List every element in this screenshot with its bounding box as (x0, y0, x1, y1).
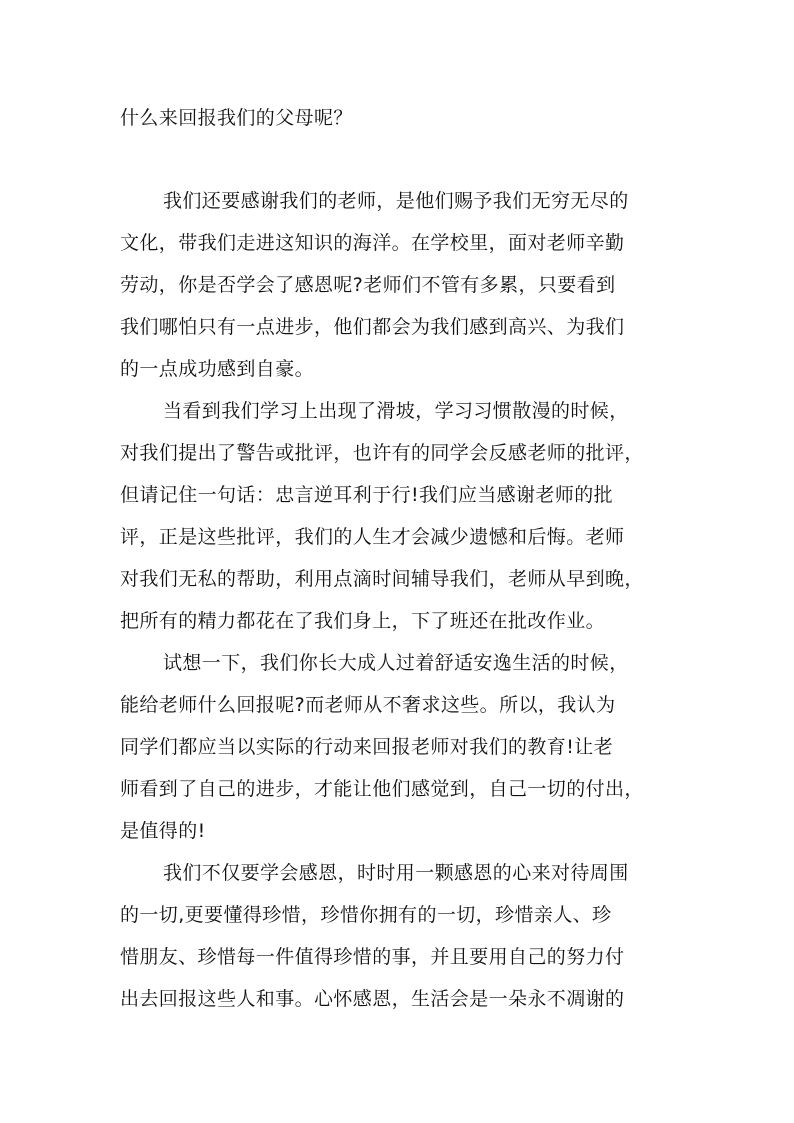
text-line: 是值得的! (120, 820, 206, 842)
text-line: 评，正是这些批评，我们的人生才会减少遗憾和后悔。老师 (120, 526, 625, 548)
text-line: 师看到了自己的进步，才能让他们感觉到，自己一切的付出， (120, 778, 644, 800)
text-line: 的一点成功感到自豪。 (120, 358, 315, 380)
text-line: 出去回报这些人和事。心怀感恩，生活会是一朵永不凋谢的 (120, 988, 625, 1010)
text-line: 对我们提出了警告或批评，也许有的同学会反感老师的批评， (120, 442, 644, 464)
text-line: 我们哪怕只有一点进步，他们都会为我们感到高兴、为我们 (120, 316, 625, 338)
text-line: 但请记住一句话：忠言逆耳利于行!我们应当感谢老师的批 (120, 484, 614, 506)
paragraph-start-line: 试想一下，我们你长大成人过着舒适安逸生活的时候， (163, 652, 629, 674)
text-line: 的一切,更要懂得珍惜，珍惜你拥有的一切，珍惜亲人、珍 (120, 904, 612, 926)
text-line: 对我们无私的帮助，利用点滴时间辅导我们，老师从早到晚， (120, 568, 644, 590)
text-line: 惜朋友、珍惜每一件值得珍惜的事，并且要用自己的努力付 (120, 946, 625, 968)
text-line: 什么来回报我们的父母呢？ (120, 107, 353, 129)
text-line: 同学们都应当以实际的行动来回报老师对我们的教育!让老 (120, 736, 614, 758)
paragraph-start-line: 当看到我们学习上出现了滑坡，学习习惯散漫的时候， (163, 400, 629, 422)
text-line: 劳动，你是否学会了感恩呢?老师们不管有多累，只要看到 (120, 274, 616, 296)
text-line: 能给老师什么回报呢?而老师从不奢求这些。所以，我认为 (120, 694, 616, 716)
paragraph-start-line: 我们还要感谢我们的老师，是他们赐予我们无穷无尽的 (163, 190, 629, 212)
text-line: 文化，带我们走进这知识的海洋。在学校里，面对老师辛勤 (120, 232, 625, 254)
text-line: 把所有的精力都花在了我们身上，下了班还在批改作业。 (120, 610, 606, 632)
paragraph-start-line: 我们不仅要学会感恩，时时用一颗感恩的心来对待周围 (163, 862, 629, 884)
